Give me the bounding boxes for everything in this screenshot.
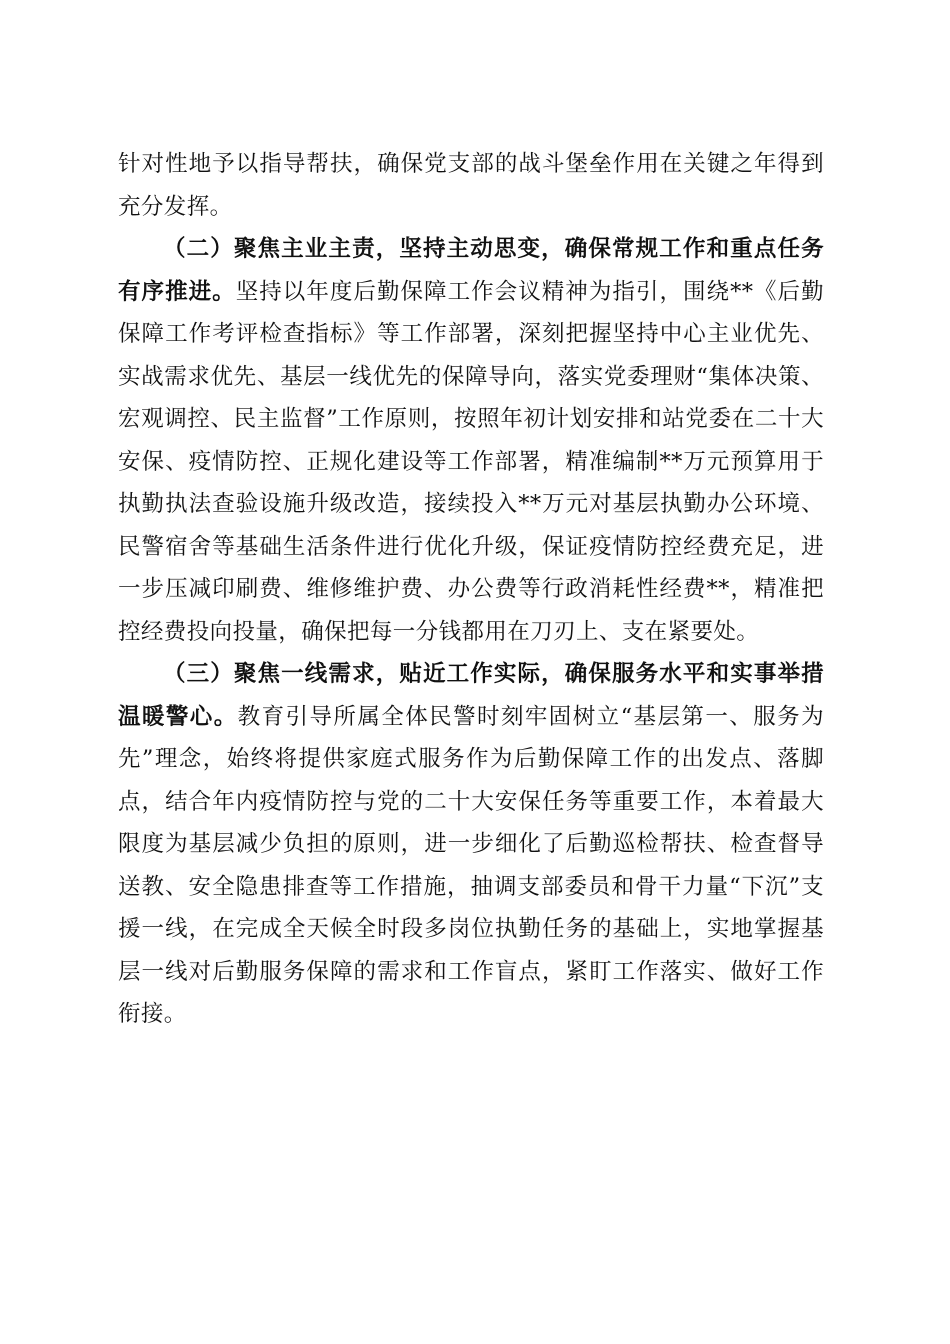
section-three-heading: （三）聚焦一线需求，贴近工作实际，确保服务水平和实事举措温暖警心。	[118, 661, 824, 730]
section-two-body: 坚持以年度后勤保障工作会议精神为指引，围绕**《后勤保障工作考评检查指标》等工作部署，深刻把握坚持中心主业优先、实战需求优先、基层一线优先的保障导向，落实党委理财“集体决策、宏观调控、民主监督”工作原则，按照年初计划安排和站党委在二十大安保、疫情防控、正规化建设等工作部署，精准编制**万元预算用于执勤执法查验设施升级改造，接续投入**万元对基层执勤办公环境、民警宿舍等基础生活条件进行优化升级，保证疫情防控经费充足，进一步压减印刷费、维修维护费、办公费等行政消耗性经费**，精准把控经费投向投量，确保把每一分钱都用在刀刃上、支在紧要处。	[118, 278, 824, 645]
section-three-paragraph	[118, 653, 824, 1036]
section-two-paragraph	[118, 228, 824, 653]
document-body	[118, 143, 824, 1036]
paragraph-continuation: 针对性地予以指导帮扶，确保党支部的战斗堡垒作用在关键之年得到充分发挥。	[118, 151, 824, 220]
section-three-body: 教育引导所属全体民警时刻牢固树立“基层第一、服务为先”理念，始终将提供家庭式服务作为后勤保障工作的出发点、落脚点，结合年内疫情防控与党的二十大安保任务等重要工作，本着最大限度为基层减少负担的原则，进一步细化了后勤巡检帮扶、检查督导送教、安全隐患排查等工作措施，抽调支部委员和骨干力量“下沉”支援一线，在完成全天候全时段多岗位执勤任务的基础上，实地掌握基层一线对后勤服务保障的需求和工作盲点，紧盯工作落实、做好工作衔接。	[118, 703, 824, 1027]
section-two-heading: （二）聚焦主业主责，坚持主动思变，确保常规工作和重点任务有序推进。	[118, 236, 824, 305]
